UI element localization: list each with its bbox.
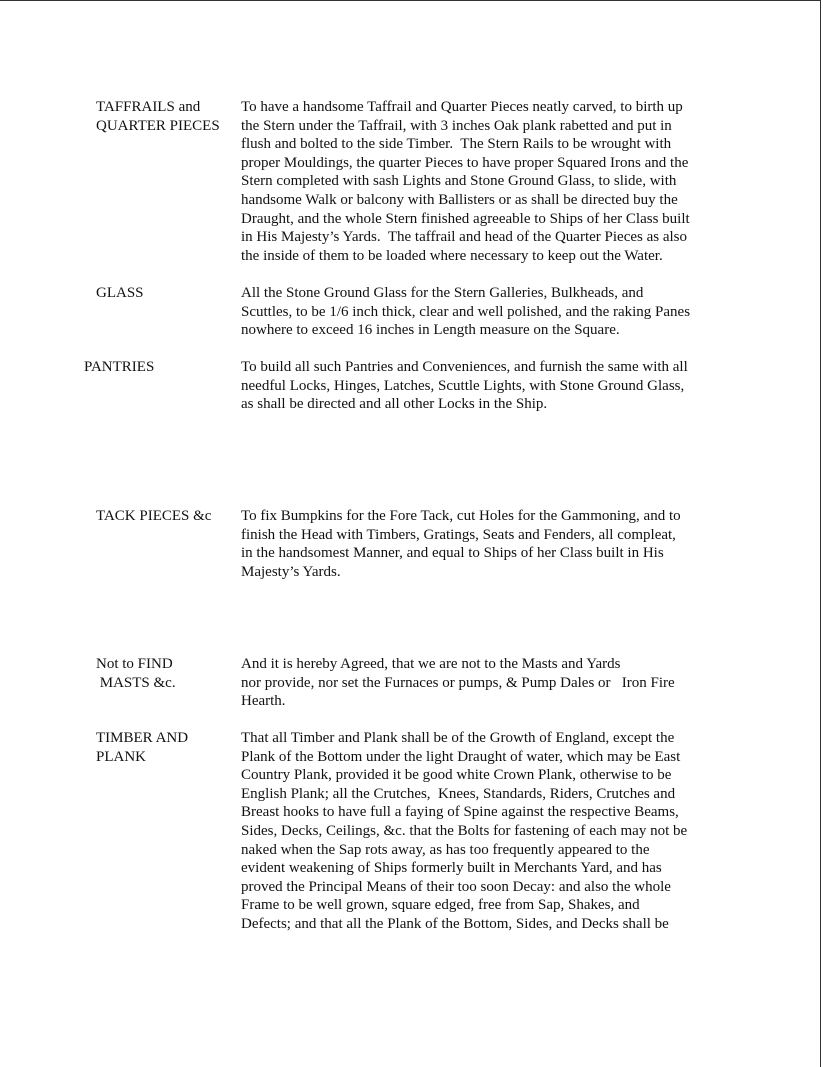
section-label	[96, 98, 220, 135]
body-line: Stern completed with sash Lights and Stone Ground Glass, to slide, with	[241, 173, 677, 190]
section-label	[96, 284, 144, 303]
body-line: Country Plank, provided it be good white Crown Plank, otherwise to be	[241, 767, 672, 784]
body-line: finish the Head with Timbers, Gratings, Seats and Fenders, all compleat,	[241, 526, 676, 543]
body-line: Draught, and the whole Stern finished agreeable to Ships of her Class built	[241, 210, 690, 227]
section-body	[241, 507, 731, 581]
section-label	[84, 358, 154, 377]
label-line: TACK PIECES &c	[96, 508, 212, 524]
section-body	[241, 729, 731, 934]
label-line: QUARTER PIECES	[96, 117, 220, 134]
label-line: MASTS &c.	[96, 674, 176, 691]
section-body	[241, 284, 731, 340]
body-line: To fix Bumpkins for the Fore Tack, cut Holes for the Gammoning, and to	[241, 508, 681, 524]
body-line: That all Timber and Plank shall be of the Growth of England, except the	[241, 730, 675, 746]
section-body	[241, 98, 731, 265]
body-line: Frame to be well grown, square edged, free from Sap, Shakes, and	[241, 897, 640, 914]
label-line: PANTRIES	[84, 359, 155, 375]
body-line: nowhere to exceed 16 inches in Length measure on the Square.	[241, 322, 620, 339]
body-line: All the Stone Ground Glass for the Stern Galleries, Bulkheads, and	[241, 285, 644, 301]
body-line: nor provide, nor set the Furnaces or pumps, & Pump Dales or Iron Fire	[241, 674, 675, 691]
body-line: Plank of the Bottom under the light Draught of water, which may be East	[241, 748, 681, 765]
body-line: evident weakening of Ships formerly built in Merchants Yard, and has	[241, 860, 662, 877]
body-line: in His Majesty’s Yards. The taffrail and head of the Quarter Pieces as also	[241, 229, 688, 246]
body-line: Sides, Decks, Ceilings, &c. that the Bolts for fastening of each may not be	[241, 822, 688, 839]
body-line: the Stern under the Taffrail, with 3 inches Oak plank rabetted and put in	[241, 117, 672, 134]
body-line: proved the Principal Means of their too soon Decay: and also the whole	[241, 878, 671, 895]
section-label	[96, 507, 211, 526]
label-line: TIMBER AND	[96, 730, 189, 746]
body-line: To build all such Pantries and Conveniences, and furnish the same with all	[241, 359, 688, 375]
body-line: naked when the Sap rots away, as has too frequently appeared to the	[241, 841, 650, 858]
section-body	[241, 655, 731, 711]
label-line: GLASS	[96, 285, 144, 301]
body-line: Scuttles, to be 1/6 inch thick, clear and well polished, and the raking Panes	[241, 303, 691, 320]
body-line: the inside of them to be loaded where necessary to keep out the Water.	[241, 247, 663, 264]
label-line: PLANK	[96, 748, 147, 765]
body-line: English Plank; all the Crutches, Knees, Standards, Riders, Crutches and	[241, 785, 676, 802]
section-label	[96, 655, 176, 692]
body-line: proper Mouldings, the quarter Pieces to have proper Squared Irons and the	[241, 154, 689, 171]
body-line: Hearth.	[241, 693, 286, 710]
label-line: TAFFRAILS and	[96, 99, 201, 115]
body-line: And it is hereby Agreed, that we are not to the Masts and Yards	[241, 656, 621, 672]
body-line: Defects; and that all the Plank of the Bottom, Sides, and Decks shall be	[241, 915, 669, 932]
label-line: Not to FIND	[96, 656, 173, 672]
body-line: Breast hooks to have full a faying of Spine against the respective Beams,	[241, 804, 679, 821]
body-line: To have a handsome Taffrail and Quarter Pieces neatly carved, to birth up	[241, 99, 683, 115]
body-line: Majesty’s Yards.	[241, 563, 341, 580]
section-body	[241, 358, 731, 414]
section-label	[96, 729, 188, 766]
body-line: flush and bolted to the side Timber. The Stern Rails to be wrought with	[241, 136, 672, 153]
body-line: needful Locks, Hinges, Latches, Scuttle Lights, with Stone Ground Glass,	[241, 377, 685, 394]
body-line: handsome Walk or balcony with Ballisters or as shall be directed buy the	[241, 191, 678, 208]
body-line: in the handsomest Manner, and equal to Ships of her Class built in His	[241, 545, 664, 562]
body-line: as shall be directed and all other Locks in the Ship.	[241, 396, 548, 413]
